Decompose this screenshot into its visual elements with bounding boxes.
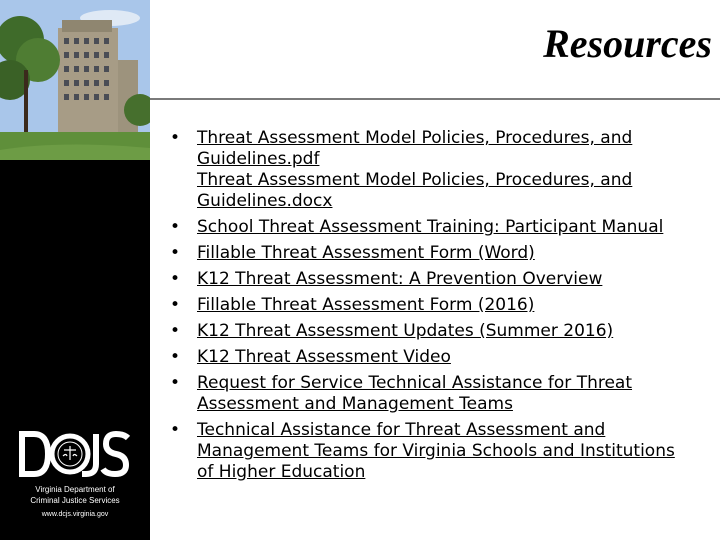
- list-item: [170, 321, 690, 342]
- list-item: [170, 295, 690, 316]
- resource-link-updates-summer-2016[interactable]: • K12 Threat Assessment Updates (Summer 2016): [197, 321, 614, 341]
- resource-link-request-for-service[interactable]: • Request for Service Technical Assistance for Threat Assessment and Management Teams: [197, 373, 633, 414]
- title-divider: [150, 98, 720, 100]
- dcjs-logo: [16, 428, 134, 480]
- resource-link-model-policies-pdf[interactable]: • Threat Assessment Model Policies, Procedures, and Guidelines.pdf: [197, 128, 633, 169]
- list-item: [170, 128, 690, 212]
- list-item: [170, 269, 690, 290]
- list-item: [170, 243, 690, 264]
- resource-link-prevention-overview[interactable]: • K12 Threat Assessment: A Prevention Overview: [197, 269, 603, 289]
- resource-link-fillable-form-2016[interactable]: • Fillable Threat Assessment Form (2016): [197, 295, 535, 315]
- page-title: Resources: [543, 21, 712, 66]
- resource-link-technical-assistance[interactable]: • Technical Assistance for Threat Assessment and Management Teams for Virginia Schools and Institutions of Higher Education: [197, 420, 675, 482]
- resource-link-video[interactable]: • K12 Threat Assessment Video: [197, 347, 451, 367]
- resource-link-model-policies-docx[interactable]: Threat Assessment Model Policies, Procedures, and Guidelines.docx: [197, 170, 633, 211]
- list-item: [170, 373, 690, 415]
- building-photo: [0, 0, 150, 160]
- list-item: [170, 347, 690, 368]
- agency-name: [0, 484, 150, 506]
- resource-link-fillable-form-word[interactable]: • Fillable Threat Assessment Form (Word): [197, 243, 535, 263]
- agency-line-2: Criminal Justice Services: [30, 496, 120, 505]
- resource-link-participant-manual[interactable]: • School Threat Assessment Training: Participant Manual: [197, 217, 664, 237]
- agency-url: www.dcjs.virginia.gov: [41, 511, 109, 518]
- list-item: [170, 217, 690, 238]
- agency-line-1: Virginia Department of: [35, 485, 115, 494]
- sidebar: [0, 0, 150, 540]
- list-item: [170, 420, 690, 483]
- resource-list: [170, 128, 690, 488]
